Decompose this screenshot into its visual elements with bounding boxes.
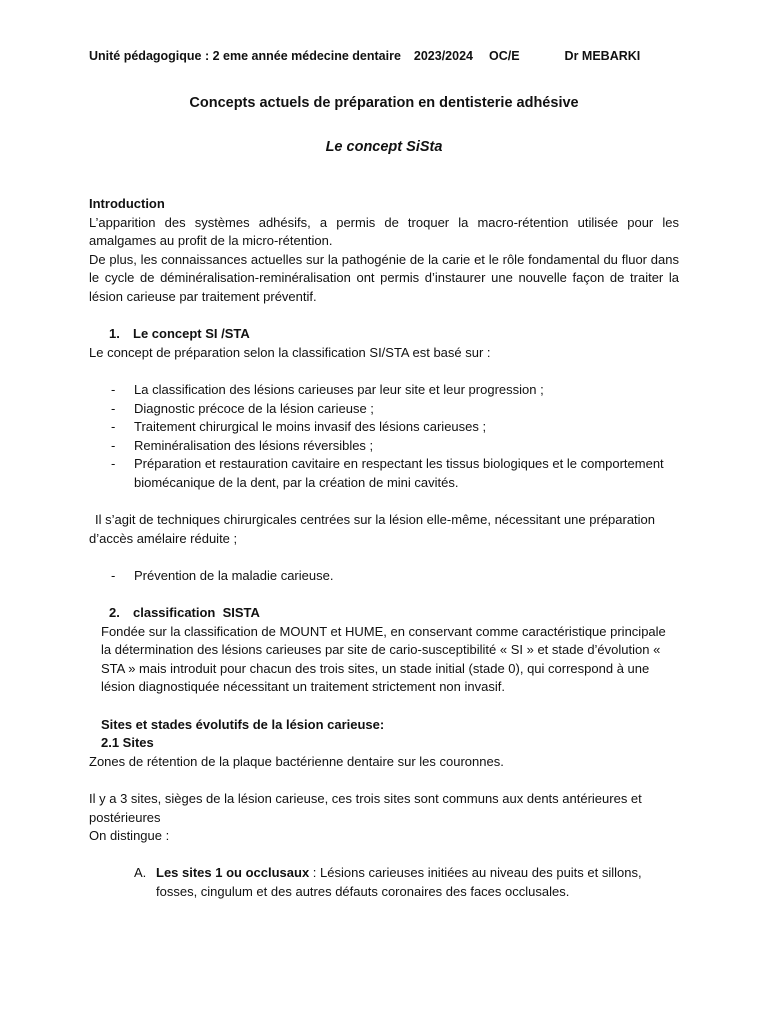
intro-paragraph-1: L’apparition des systèmes adhésifs, a permis de troquer la macro-rétention utilisée pour les amalgames au profit de la micro-rétention. <box>89 214 679 249</box>
section-1-bullet-list <box>89 381 679 493</box>
section-1-number: 1. <box>109 326 120 342</box>
list-item <box>89 400 679 419</box>
header-year: 2023/2024 <box>413 49 473 63</box>
section-1-bullet-list-2 <box>89 567 679 586</box>
header-author: Dr MEBARKI <box>564 49 641 63</box>
site-item-a-title: Les sites 1 ou occlusaux <box>156 865 310 881</box>
list-item-text: La classification des lésions carieuses par leur site et leur progression ; <box>134 381 544 397</box>
bullet-dash: - <box>111 456 116 472</box>
list-item-text: Traitement chirurgical le moins invasif des lésions carieuses ; <box>134 419 487 435</box>
section-1-heading <box>89 325 679 344</box>
document-body <box>89 195 679 902</box>
intro-heading: Introduction <box>89 196 165 211</box>
section-2-title: classification SISTA <box>133 605 260 621</box>
sites-subheading: 2.1 Sites <box>101 735 154 751</box>
header-code: OC/E <box>488 49 520 63</box>
bullet-dash: - <box>111 437 116 453</box>
site-item-a-letter: A. <box>134 865 147 881</box>
section-1-paragraph: Il s’agit de techniques chirurgicales centrées sur la lésion elle-même, nécessitant une préparation d’accès amélaire réduite ; <box>89 512 656 546</box>
section-1-lead: Le concept de préparation selon la classification SI/STA est basé sur : <box>89 344 491 360</box>
list-item <box>89 418 679 437</box>
bullet-dash: - <box>111 400 116 416</box>
bullet-dash: - <box>111 567 116 583</box>
list-item-text: Préparation et restauration cavitaire en respectant les tissus biologiques et le comportement biomécanique de la dent, par la création de mini cavités. <box>134 456 664 490</box>
list-item <box>89 381 679 400</box>
list-item-text: Prévention de la maladie carieuse. <box>134 567 334 583</box>
section-2-paragraph: Fondée sur la classification de MOUNT et HUME, en conservant comme caractéristique principale la détermination des lésions carieuses par site de cario-susceptibilité « SI » et stade d’évolution « STA » mais introduit pour chacun des trois sites, un stade initial (stade 0), qui correspond à une lésion diagnostiquée nécessitant un traitement strictement non invasif. <box>101 623 666 695</box>
section-1-title: Le concept SI /STA <box>133 326 250 342</box>
list-item-text: Reminéralisation des lésions réversibles ; <box>134 437 374 453</box>
header-unit: Unité pédagogique : 2 eme année médecine dentaire <box>89 49 401 63</box>
page-header <box>89 47 640 66</box>
sites-heading: Sites et stades évolutifs de la lésion carieuse: <box>101 716 385 732</box>
zones-paragraph: Zones de rétention de la plaque bactérienne dentaire sur les couronnes. <box>89 753 504 769</box>
site-item-a-text: : Lésions carieuses initiées au niveau des puits et sillons, fosses, cingulum et des autres défauts coronaires des faces occlusales. <box>156 865 642 899</box>
section-2-heading <box>89 604 679 623</box>
list-item <box>89 455 679 492</box>
site-item-a <box>89 864 679 901</box>
list-item-text: Diagnostic précoce de la lésion carieuse ; <box>134 400 374 416</box>
distinguish-text: On distingue : <box>89 828 170 844</box>
list-item <box>89 437 679 456</box>
document-subtitle: Le concept SiSta <box>325 139 443 155</box>
list-item <box>89 567 679 586</box>
section-2-number: 2. <box>109 605 120 621</box>
bullet-dash: - <box>111 419 116 435</box>
bullet-dash: - <box>111 381 116 397</box>
three-sites-paragraph: Il y a 3 sites, sièges de la lésion carieuse, ces trois sites sont communs aux dents antérieures et postérieures <box>89 791 642 825</box>
intro-paragraph-2: De plus, les connaissances actuelles sur la pathogénie de la carie et le rôle fondamental du fluor dans le cycle de déminéralisation-reminéralisation ont permis d’instaurer une nouvelle façon de traiter la lésion carieuse par traitement préventif. <box>89 251 679 304</box>
document-title: Concepts actuels de préparation en dentisterie adhésive <box>189 95 579 111</box>
